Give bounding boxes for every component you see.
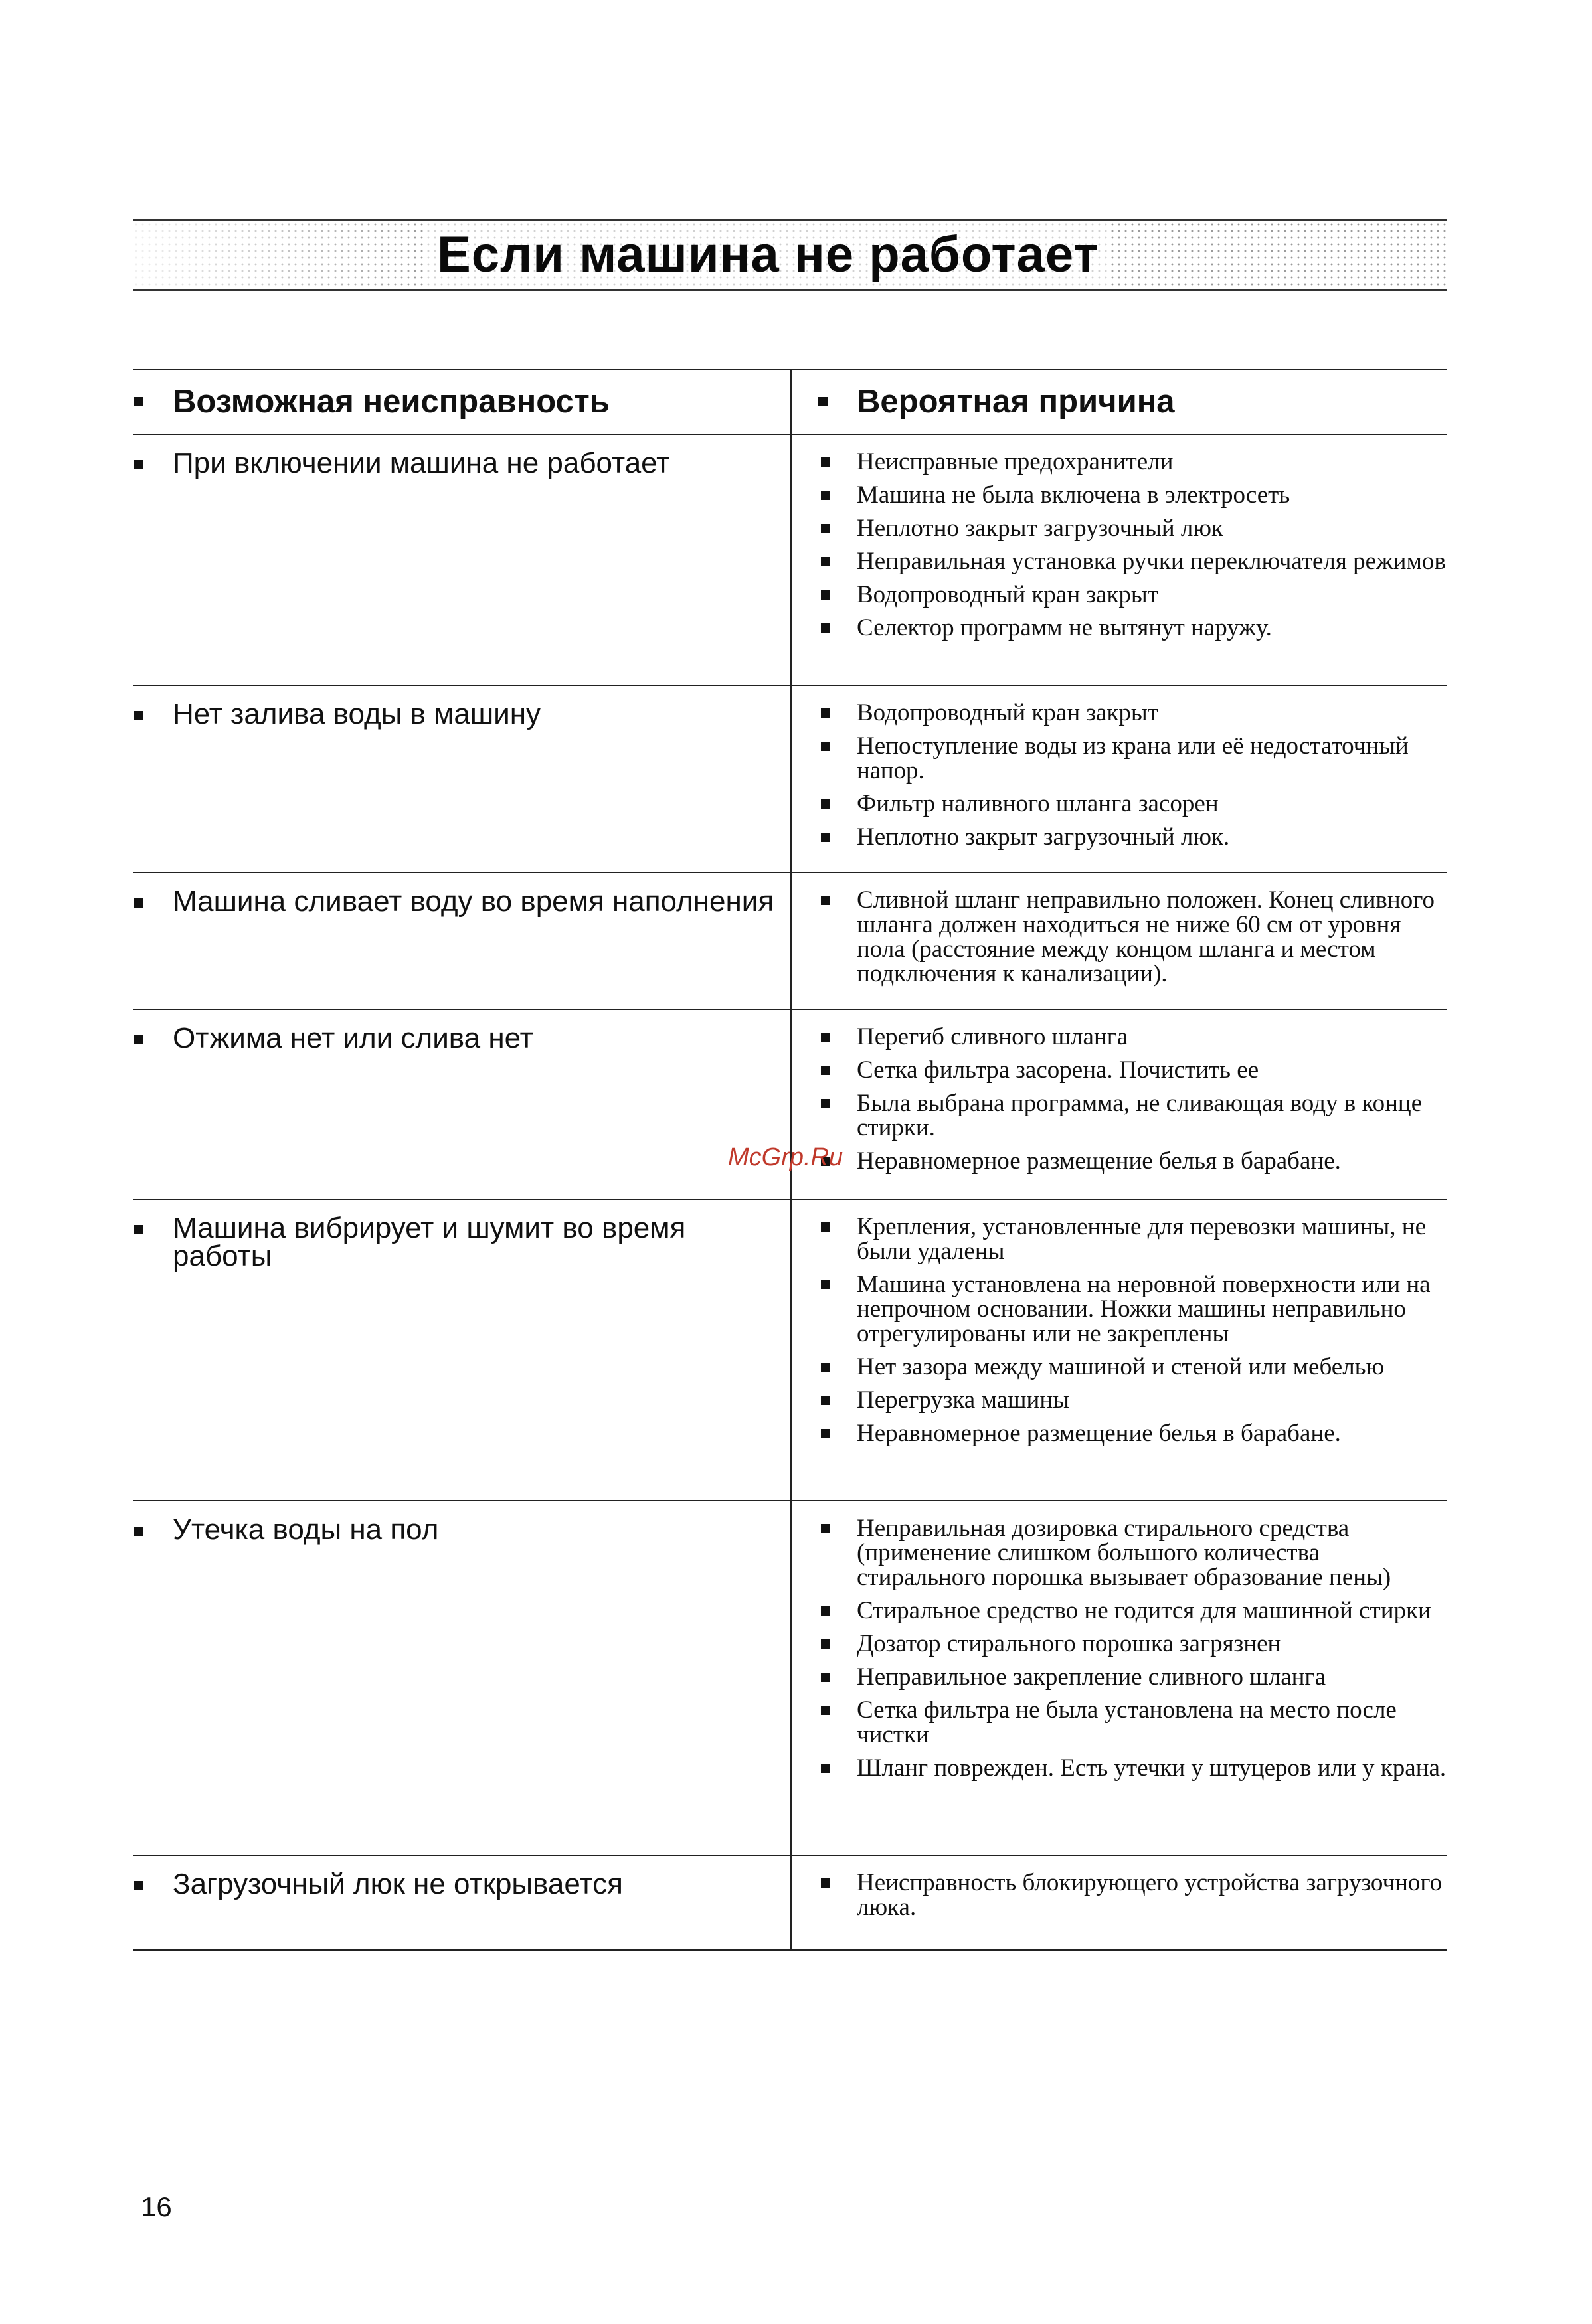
cause-label: Неравномерное размещение белья в барабане. — [857, 1420, 1341, 1447]
bullet-icon — [821, 1673, 830, 1682]
cause-label: Водопроводный кран закрыт — [857, 581, 1158, 608]
fault-label: Отжима нет или слива нет — [173, 1022, 533, 1054]
cause-label: Машина установлена на неровной поверхности или на непрочном основании. Ножки машины неправильно отрегулированы или не закреплены — [857, 1271, 1431, 1347]
cause-list — [817, 1214, 1447, 1446]
cause-label: Машина не была включена в электросеть — [857, 481, 1290, 509]
bullet-icon — [821, 557, 830, 566]
bullet-icon — [821, 1429, 830, 1438]
fault-cell — [133, 1870, 777, 1898]
cause-label: Сливной шланг неправильно положен. Конец сливного шланга должен находиться не ниже 60 см от уровня пола (расстояние между концом шланга и местом подключения к канализации). — [857, 886, 1435, 987]
bullet-icon — [821, 1706, 830, 1715]
bullet-icon — [821, 1639, 830, 1649]
fault-label: Машина вибрирует и шумит во время работы — [173, 1212, 686, 1272]
bullet-icon — [818, 397, 828, 406]
cause-label: Была выбрана программа, не сливающая воду в конце стирки. — [857, 1090, 1423, 1141]
cause-list — [817, 450, 1447, 640]
table-row — [133, 1855, 1447, 1951]
list-item — [817, 1756, 1447, 1780]
table-row — [133, 685, 1447, 872]
table-row — [133, 434, 1447, 685]
title-band-fade — [133, 221, 425, 289]
fault-cell — [133, 698, 777, 730]
cause-label: Неправильная установка ручки переключателя режимов — [857, 548, 1446, 575]
list-item — [817, 1149, 1447, 1173]
cause-cell — [817, 1010, 1447, 1173]
bullet-icon — [821, 1066, 830, 1075]
bullet-icon — [821, 524, 830, 533]
fault-text — [173, 1214, 777, 1270]
bullet-icon — [134, 397, 143, 406]
fault-label: Загрузочный люк не открывается — [173, 1868, 623, 1900]
bullet-icon — [821, 742, 830, 751]
cause-label: Неправильная дозировка стирального средства (применение слишком большого количества стирального порошка вызывает образование пены) — [857, 1515, 1391, 1591]
cause-list — [817, 1516, 1447, 1780]
bullet-icon — [821, 491, 830, 500]
fault-label: Машина сливает воду во время наполнения — [173, 885, 774, 918]
bullet-icon — [821, 590, 830, 600]
list-item — [817, 1272, 1447, 1346]
cause-cell — [817, 435, 1447, 640]
cause-label: Сетка фильтра не была установлена на место после чистки — [857, 1697, 1397, 1748]
list-item — [817, 616, 1447, 640]
list-item — [817, 1025, 1447, 1049]
cause-label: Стиральное средство не годится для машинной стирки — [857, 1597, 1431, 1624]
header-cause-label: Вероятная причина — [857, 384, 1175, 420]
table-body — [133, 434, 1447, 1951]
list-item — [817, 1091, 1447, 1140]
list-item — [817, 516, 1447, 540]
cause-label: Непоступление воды из крана или её недостаточный напор. — [857, 732, 1409, 784]
cause-cell — [817, 873, 1447, 986]
list-item — [817, 1698, 1447, 1747]
bullet-icon — [821, 896, 830, 905]
cause-label: Перегиб сливного шланга — [857, 1023, 1128, 1050]
list-item — [817, 1631, 1447, 1656]
list-item — [817, 1598, 1447, 1623]
cause-label: Нет зазора между машиной и стеной или мебелью — [857, 1353, 1385, 1380]
page-number: 16 — [141, 2191, 172, 2222]
fault-text — [173, 1022, 777, 1054]
cause-label: Крепления, установленные для перевозки машины, не были удалены — [857, 1213, 1426, 1265]
list-item — [817, 1058, 1447, 1082]
list-item — [817, 1214, 1447, 1264]
list-item — [817, 483, 1447, 507]
bullet-icon — [821, 1878, 830, 1888]
list-item — [817, 1421, 1447, 1446]
fault-cell — [133, 447, 777, 479]
table-row — [133, 872, 1447, 1009]
list-item — [817, 1665, 1447, 1689]
cause-label: Дозатор стирального порошка загрязнен — [857, 1630, 1281, 1657]
bullet-icon — [821, 708, 830, 718]
list-item — [817, 734, 1447, 783]
fault-label: При включении машина не работает — [173, 447, 670, 479]
bullet-icon — [821, 1099, 830, 1108]
bullet-icon — [134, 1225, 143, 1234]
title-band — [133, 219, 1447, 291]
list-item — [817, 1516, 1447, 1590]
table-row — [133, 1500, 1447, 1855]
list-item — [817, 1355, 1447, 1379]
list-item — [817, 582, 1447, 607]
bullet-icon — [821, 623, 830, 633]
bullet-icon — [134, 898, 143, 908]
bullet-icon — [821, 1280, 830, 1289]
cause-cell — [817, 1856, 1447, 1920]
bullet-icon — [134, 460, 143, 469]
bullet-icon — [821, 1524, 830, 1533]
bullet-icon — [821, 1363, 830, 1372]
bullet-icon — [134, 1035, 143, 1044]
fault-cell — [133, 1214, 777, 1270]
list-item — [817, 1870, 1447, 1920]
bullet-icon — [821, 1033, 830, 1042]
watermark: McGrp.Ru — [728, 1143, 843, 1171]
bullet-icon — [821, 457, 830, 467]
fault-text — [173, 447, 777, 479]
fault-label: Нет залива воды в машину — [173, 698, 541, 730]
cause-label: Перегрузка машины — [857, 1386, 1069, 1414]
cause-label: Неплотно закрыт загрузочный люк. — [857, 823, 1230, 851]
list-item — [817, 450, 1447, 474]
bullet-icon — [821, 799, 830, 809]
fault-text — [173, 1870, 777, 1898]
cause-list — [817, 701, 1447, 849]
cause-cell — [817, 1501, 1447, 1780]
cause-list — [817, 1870, 1447, 1920]
cause-label: Неисправность блокирующего устройства загрузочного люка. — [857, 1869, 1443, 1921]
bullet-icon — [821, 1396, 830, 1405]
page-title: Если машина не работает — [425, 221, 1110, 289]
fault-text — [173, 885, 777, 918]
cause-label: Шланг поврежден. Есть утечки у штуцеров или у крана. — [857, 1754, 1447, 1782]
bullet-icon — [821, 1222, 830, 1232]
bullet-icon — [134, 1527, 143, 1536]
fault-text — [173, 1513, 777, 1546]
cause-label: Водопроводный кран закрыт — [857, 699, 1158, 726]
cause-cell — [817, 1200, 1447, 1446]
fault-cell — [133, 885, 777, 918]
cause-label: Неправильное закрепление сливного шланга — [857, 1663, 1326, 1691]
table-row — [133, 1199, 1447, 1500]
cause-label: Селектор программ не вытянут наружу. — [857, 614, 1272, 641]
list-item — [817, 549, 1447, 574]
list-item — [817, 791, 1447, 816]
cause-label: Фильтр наливного шланга засорен — [857, 790, 1219, 817]
bullet-icon — [134, 1881, 143, 1890]
bullet-icon — [821, 1606, 830, 1616]
cause-cell — [817, 686, 1447, 849]
fault-cell — [133, 1513, 777, 1546]
fault-cell — [133, 1022, 777, 1054]
cause-list — [817, 888, 1447, 986]
bullet-icon — [134, 711, 143, 720]
cause-label: Сетка фильтра засорена. Почистить ее — [857, 1056, 1259, 1084]
header-cause — [857, 370, 1175, 434]
list-item — [817, 1388, 1447, 1412]
table-header-row — [133, 369, 1447, 434]
bullet-icon — [821, 1764, 830, 1773]
list-item — [817, 701, 1447, 725]
cause-label: Неплотно закрыт загрузочный люк — [857, 515, 1224, 542]
cause-label: Неравномерное размещение белья в барабане. — [857, 1147, 1341, 1175]
cause-list — [817, 1025, 1447, 1173]
bullet-icon — [821, 833, 830, 842]
cause-label: Неисправные предохранители — [857, 448, 1174, 475]
fault-text — [173, 698, 777, 730]
header-fault — [133, 370, 777, 434]
list-item — [817, 825, 1447, 849]
header-fault-label: Возможная неисправность — [173, 384, 610, 420]
fault-label: Утечка воды на пол — [173, 1513, 439, 1546]
list-item — [817, 888, 1447, 986]
